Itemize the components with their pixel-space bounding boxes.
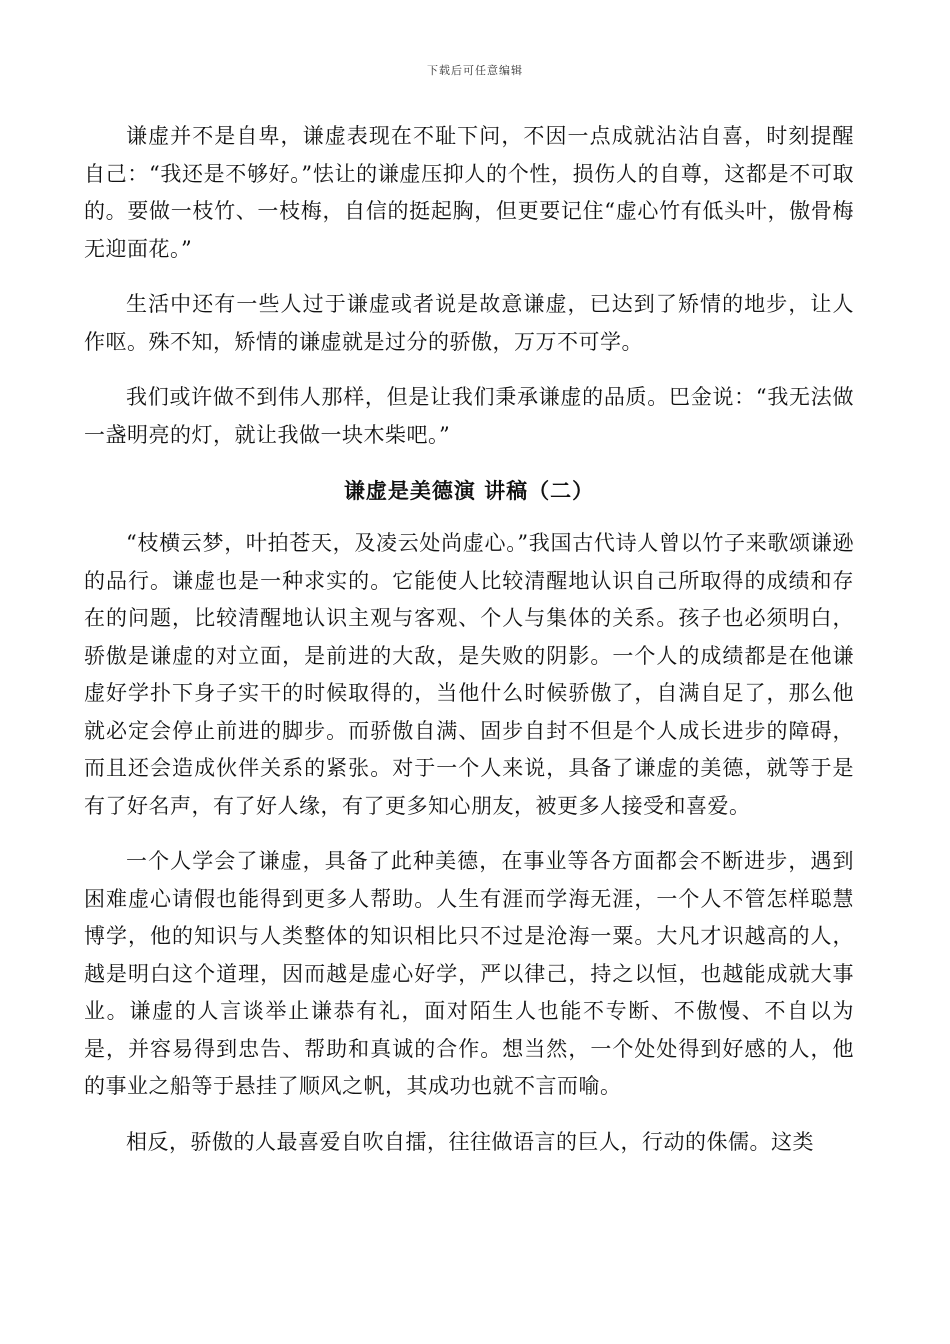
- page-header: 下载后可任意编辑: [427, 64, 523, 77]
- paragraph: 生活中还有一些人过于谦虚或者说是故意谦虚，已达到了矫情的地步，让人作呕。殊不知，矫情的谦虚就是过分的骄傲，万万不可学。: [84, 292, 854, 354]
- paragraph: 相反，骄傲的人最喜爱自吹自擂，往往做语言的巨人，行动的侏儒。这类: [126, 1129, 814, 1154]
- paragraph: “枝横云梦，叶拍苍天，及凌云处尚虚心。”我国古代诗人曾以竹子来歌颂谦逊的品行。谦虚也是一种求实的。它能使人比较清醒地认识自己所取得的成绩和存在的问题，比较清醒地认识主观与客观、个人与集体的关系。孩子也必须明白，骄傲是谦虚的对立面，是前进的大敌，是失败的阴影。一个人的成绩都是在他谦虚好学扑下身子实干的时候取得的，当他什么时候骄傲了，自满自足了，那么他就必定会停止前进的脚步。而骄傲自满、固步自封不但是个人成长进步的障碍，而且还会造成伙伴关系的紧张。对于一个人来说，具备了谦虚的美德，就等于是有了好名声，有了好人缘，有了更多知心朋友，被更多人接受和喜爱。: [84, 531, 854, 818]
- section-title: 谦虚是美德演 讲稿（二）: [343, 478, 595, 503]
- paragraph: 谦虚并不是自卑，谦虚表现在不耻下问，不因一点成就沾沾自喜，时刻提醒自己：“我还是不够好。”怯让的谦虚压抑人的个性，损伤人的自尊，这都是不可取的。要做一枝竹、一枝梅，自信的挺起胸，但更要记住“虚心竹有低头叶，傲骨梅无迎面花。”: [84, 124, 854, 261]
- paragraph: 一个人学会了谦虚，具备了此种美德，在事业等各方面都会不断进步，遇到困难虚心请假也能得到更多人帮助。人生有涯而学海无涯，一个人不管怎样聪慧博学，他的知识与人类整体的知识相比只不过是沧海一粟。大凡才识越高的人，越是明白这个道理，因而越是虚心好学，严以律己，持之以恒，也越能成就大事业。谦虚的人言谈举止谦恭有礼，面对陌生人也能不专断、不傲慢、不自以为是，并容易得到忠告、帮助和真诚的合作。想当然，一个处处得到好感的人，他的事业之船等于悬挂了顺风之帆，其成功也就不言而喻。: [84, 849, 854, 1098]
- document-body: [84, 118, 854, 1179]
- paragraph: 我们或许做不到伟人那样，但是让我们秉承谦虚的品质。巴金说：“我无法做一盏明亮的灯，就让我做一块木柴吧。”: [84, 385, 854, 447]
